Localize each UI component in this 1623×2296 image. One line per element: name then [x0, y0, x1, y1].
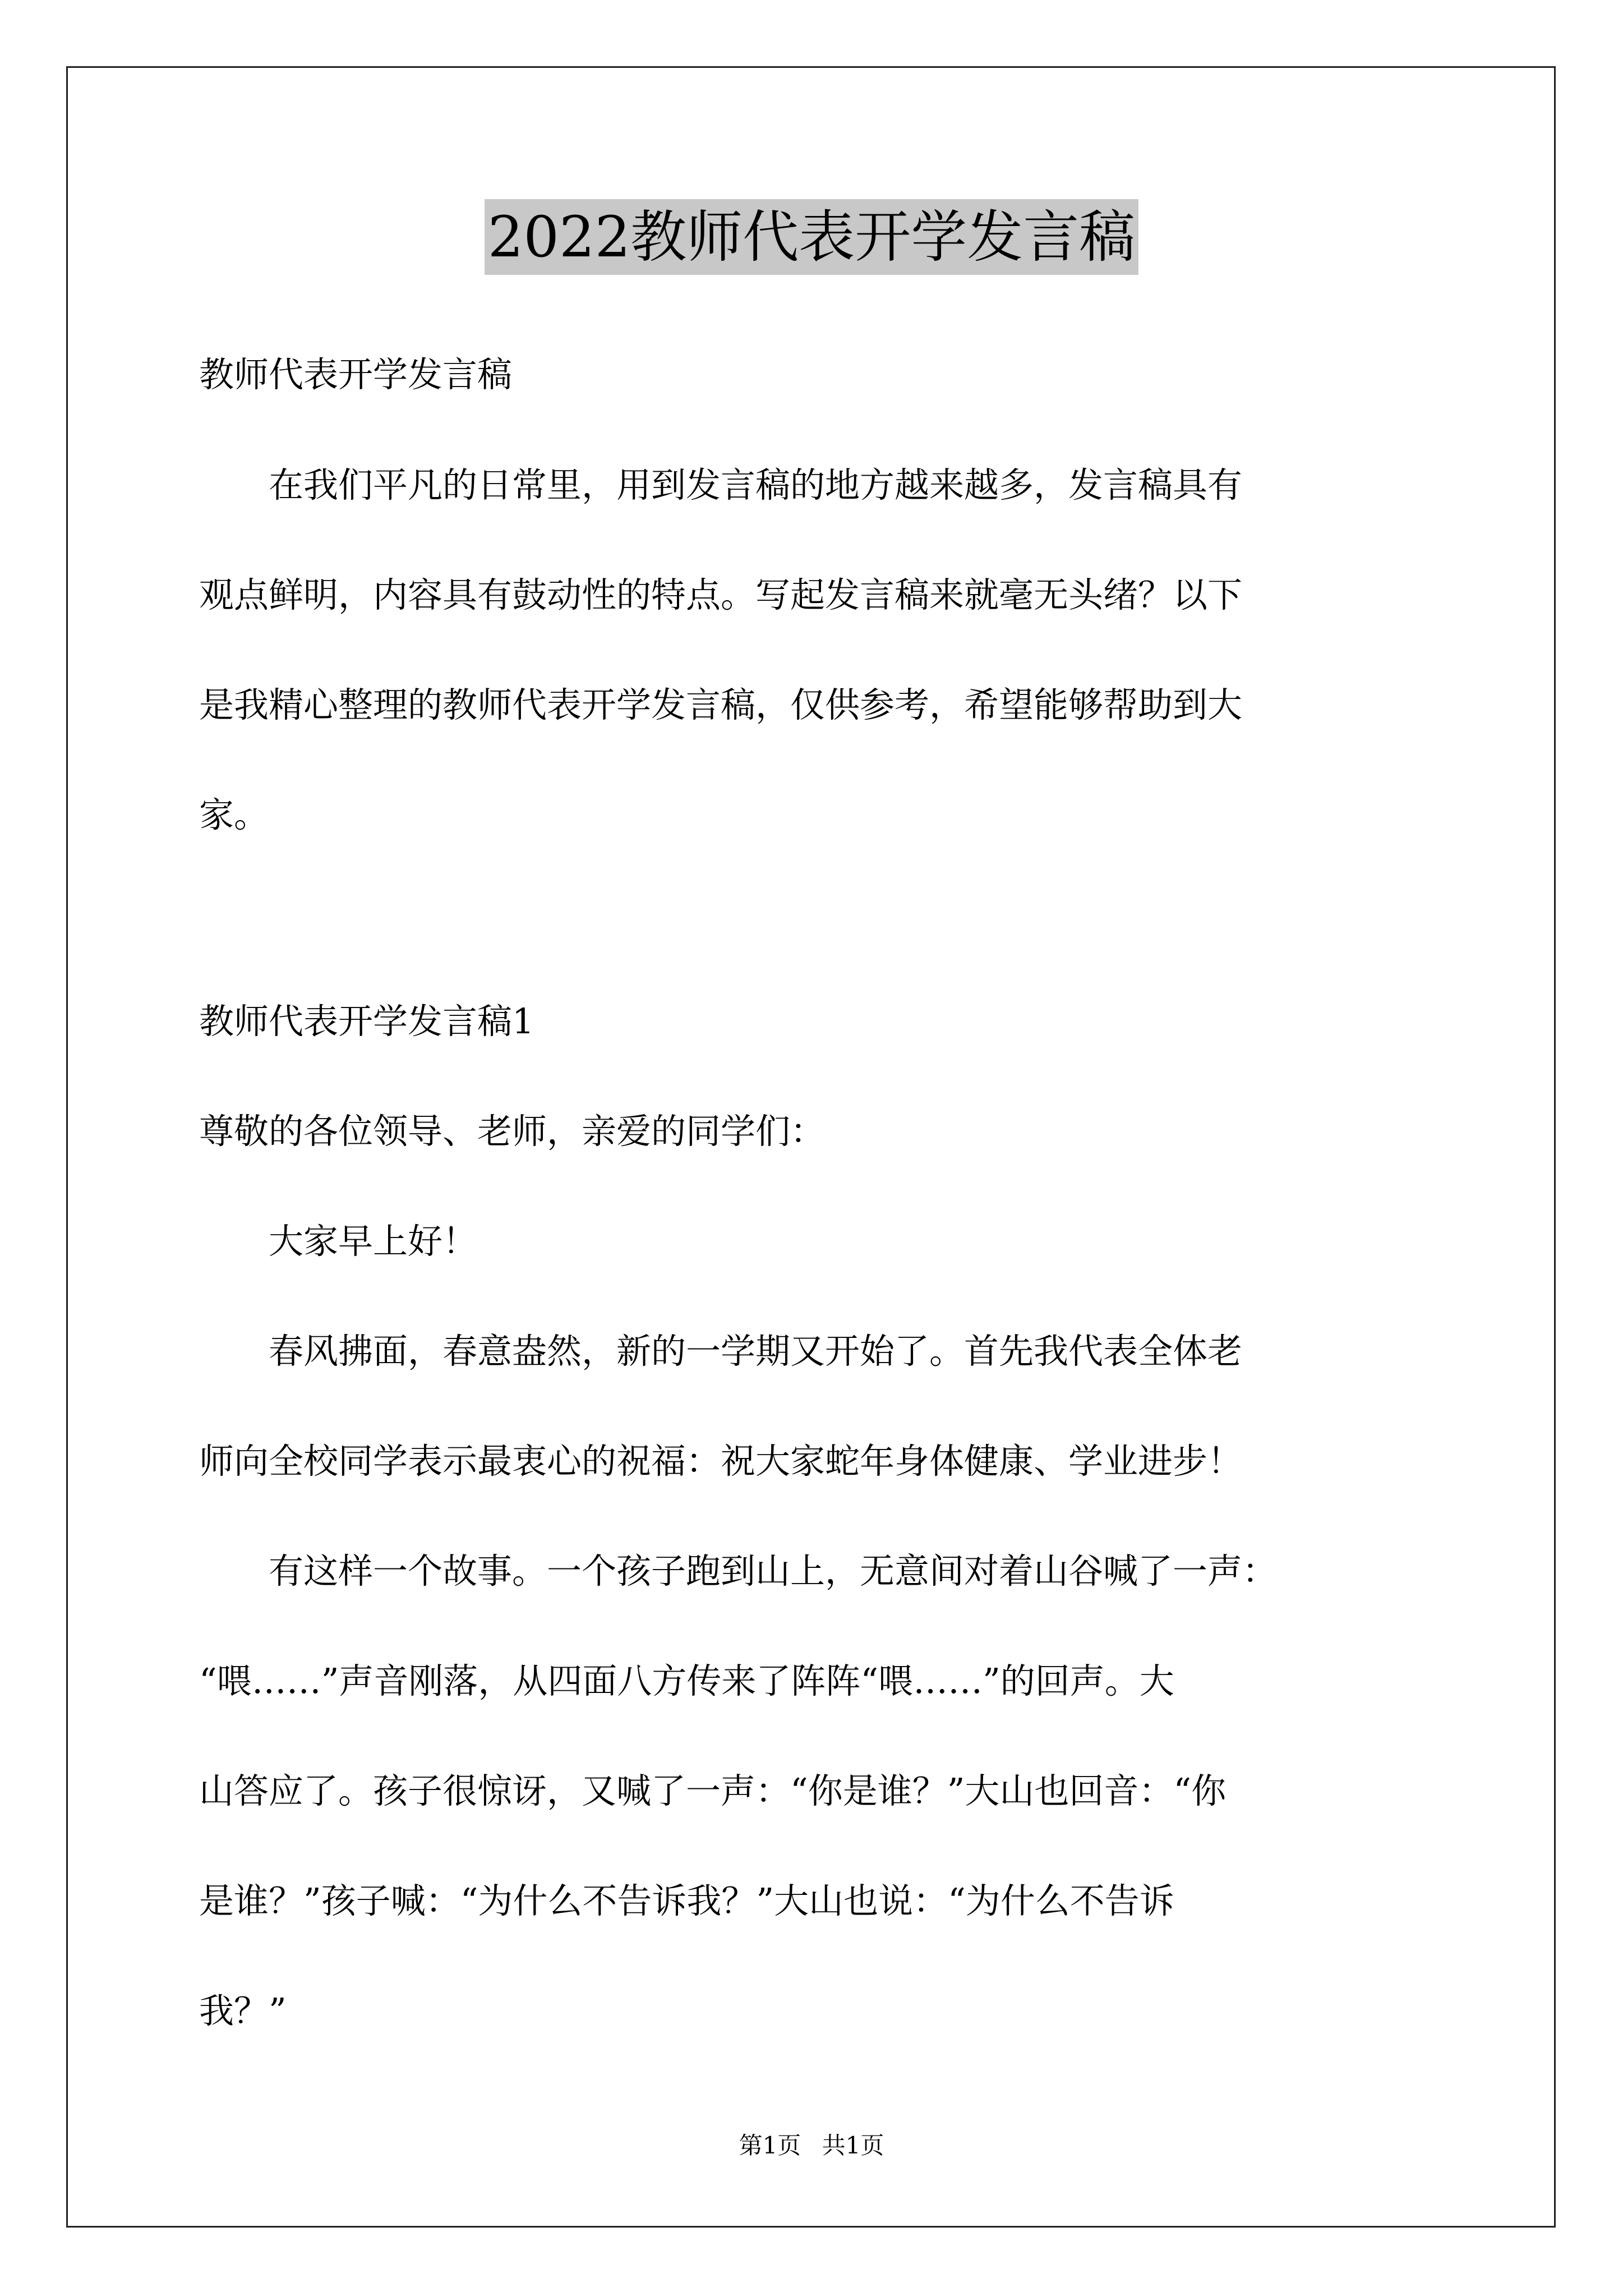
greeting: 大家早上好！: [199, 1221, 478, 1262]
body-line-3: 有这样一个故事。一个孩子跑到山上，无意间对着山谷喊了一声：: [199, 1550, 1278, 1591]
body-line-1: 春风拂面，春意盎然，新的一学期又开始了。首先我代表全体老: [199, 1331, 1243, 1372]
body-line-2: 师向全校同学表示最衷心的祝福：祝大家蛇年身体健康、学业进步！: [199, 1441, 1243, 1481]
intro-line-3: 是我精心整理的教师代表开学发言稿，仅供参考，希望能够帮助到大: [199, 684, 1243, 725]
speech-heading: 教师代表开学发言稿1: [199, 1001, 534, 1042]
page-total: 共1页: [822, 2132, 884, 2159]
body-line-6: 是谁？”孩子喊：“为什么不告诉我？”大山也说：“为什么不告诉: [199, 1880, 1174, 1921]
intro-line-1: 在我们平凡的日常里，用到发言稿的地方越来越多，发言稿具有: [199, 464, 1243, 505]
intro-line-2: 观点鲜明，内容具有鼓动性的特点。写起发言稿来就毫无头绪？以下: [199, 574, 1243, 615]
document-title: 2022教师代表开学发言稿: [485, 199, 1139, 275]
body-line-4: “喂……”声音刚落，从四面八方传来了阵阵“喂……”的回声。大: [199, 1660, 1174, 1701]
body-line-5: 山答应了。孩子很惊讶，又喊了一声：“你是谁？”大山也回音：“你: [199, 1770, 1227, 1811]
page-footer: [0, 2132, 1623, 2160]
body-line-7: 我？”: [199, 1990, 287, 2031]
intro-line-4: 家。: [199, 794, 269, 835]
page-number: 第1页: [739, 2132, 801, 2159]
salutation: 尊敬的各位领导、老师，亲爱的同学们：: [199, 1111, 826, 1152]
section-heading: 教师代表开学发言稿: [199, 354, 513, 395]
title-container: [0, 199, 1623, 275]
